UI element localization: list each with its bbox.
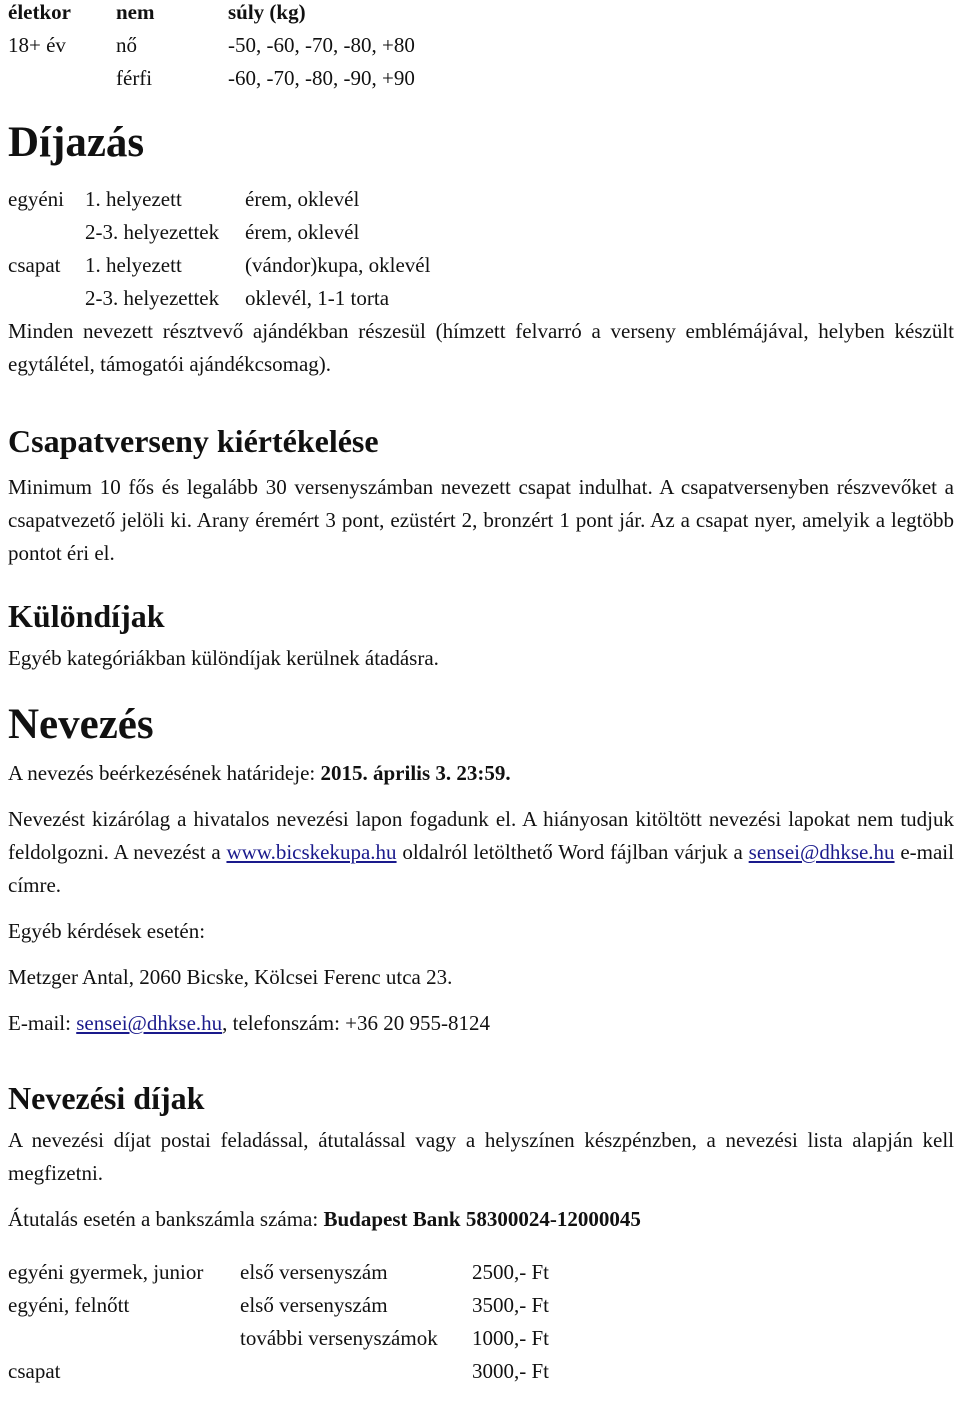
deadline-label: A nevezés beérkezésének határideje: <box>8 761 321 785</box>
table-row <box>8 29 415 62</box>
cell-fee-amount: 3000,- Ft <box>472 1359 550 1383</box>
section-title-kulondijak: Különdíjak <box>8 598 165 634</box>
website-link[interactable]: www.bicskekupa.hu <box>226 840 397 864</box>
cell-category <box>8 282 85 315</box>
questions-label: Egyéb kérdések esetén: <box>8 919 206 943</box>
cell-category: egyéni <box>8 187 64 211</box>
table-row <box>8 216 430 249</box>
cell-fee-amount: 2500,- Ft <box>472 1260 550 1284</box>
deadline-value: 2015. április 3. 23:59. <box>320 761 511 785</box>
age-weight-table <box>8 0 415 95</box>
cell-fee-amount: 3500,- Ft <box>472 1293 550 1317</box>
bank-paragraph <box>8 1203 954 1236</box>
cell-placement: 1. helyezett <box>85 187 182 211</box>
cell-fee-event: további versenyszámok <box>240 1326 438 1350</box>
cell-prize: érem, oklevél <box>245 220 360 244</box>
table-row <box>8 183 430 216</box>
cell-fee-event: első versenyszám <box>240 1293 388 1317</box>
cell-fee-category: egyéni, felnőtt <box>8 1293 130 1317</box>
contact-address: Metzger Antal, 2060 Bicske, Kölcsei Ferenc utca 23. <box>8 965 453 989</box>
cell-fee-category: egyéni gyermek, junior <box>8 1260 204 1284</box>
section-title-csapatverseny: Csapatverseny kiértékelése <box>8 423 379 459</box>
table-row <box>8 249 430 282</box>
award-note: Minden nevezett résztvevő ajándékban részesül (hímzett felvarró a verseny emblémájával, helyben készült egytálétel, támogatói ajándékcsomag). <box>8 319 954 376</box>
cell-prize: oklevél, 1-1 torta <box>245 286 390 310</box>
instructions-text: e-mail címre. <box>8 840 954 897</box>
section-title-nevezesi-dijak: Nevezési díjak <box>8 1080 205 1116</box>
cell-fee-category <box>8 1322 240 1355</box>
bank-label: Átutalás esetén a bankszámla száma: <box>8 1207 324 1231</box>
bank-account: Budapest Bank 58300024-12000045 <box>323 1207 641 1231</box>
table-row <box>8 1355 549 1388</box>
table-row <box>8 1322 549 1355</box>
cell-category: csapat <box>8 253 61 277</box>
cell-placement: 2-3. helyezettek <box>85 286 220 310</box>
cell-fee-amount: 1000,- Ft <box>472 1326 550 1350</box>
cell-fee-event: első versenyszám <box>240 1260 388 1284</box>
instructions-text: oldalról letölthető Word fájlban várjuk a <box>396 840 749 864</box>
cell-prize: (vándor)kupa, oklevél <box>245 253 431 277</box>
award-table <box>8 183 430 315</box>
section-title-dijazas: Díjazás <box>8 119 145 166</box>
email-link[interactable]: sensei@dhkse.hu <box>748 840 895 864</box>
nevezes-instructions <box>8 803 954 902</box>
table-row <box>8 1256 549 1289</box>
cell-sex: férfi <box>116 66 153 90</box>
cell-age: 18+ év <box>8 33 66 57</box>
deadline-paragraph <box>8 757 954 790</box>
cell-weight: -50, -60, -70, -80, +80 <box>228 33 415 57</box>
cell-sex: nő <box>116 33 137 57</box>
table-row <box>8 1289 549 1322</box>
contact-email-link[interactable]: sensei@dhkse.hu <box>76 1011 223 1035</box>
table-row <box>8 62 415 95</box>
contact-phone: , telefonszám: +36 20 955-8124 <box>222 1011 491 1035</box>
cell-fee-event <box>240 1355 472 1388</box>
cell-prize: érem, oklevél <box>245 187 360 211</box>
fees-table <box>8 1256 549 1388</box>
header-sex: nem <box>116 0 155 24</box>
section-title-nevezes: Nevezés <box>8 701 154 748</box>
contact-line <box>8 1007 954 1040</box>
cell-weight: -60, -70, -80, -90, +90 <box>228 66 415 90</box>
csapatverseny-text: Minimum 10 fős és legalább 30 versenyszámban nevezett csapat indulhat. A csapatversenyben részvevőket a csapatvezető jelöli ki. Arany éremért 3 pont, ezüstért 2, bronzért 1 pont jár. Az a csapat nyer, amelyik a legtöbb pontot éri el. <box>8 475 954 565</box>
header-age: életkor <box>8 0 71 24</box>
contact-label: E-mail: <box>8 1011 77 1035</box>
fees-text: A nevezési díjat postai feladással, átutalással vagy a helyszínen készpénzben, a nevezési lista alapján kell megfizetni. <box>8 1128 954 1185</box>
header-weight: súly (kg) <box>228 0 306 24</box>
kulondijak-text: Egyéb kategóriákban különdíjak kerülnek átadásra. <box>8 646 439 670</box>
instructions-text: Nevezést kizárólag a hivatalos nevezési lapon fogadunk el. A hiányosan kitöltött nevezési lapokat nem tudjuk feldolgozni. A nevezést a <box>8 807 954 864</box>
cell-category <box>8 216 85 249</box>
cell-placement: 1. helyezett <box>85 253 182 277</box>
table-header-row <box>8 0 415 29</box>
cell-fee-category: csapat <box>8 1359 61 1383</box>
cell-age <box>8 62 116 95</box>
cell-placement: 2-3. helyezettek <box>85 220 220 244</box>
table-row <box>8 282 430 315</box>
